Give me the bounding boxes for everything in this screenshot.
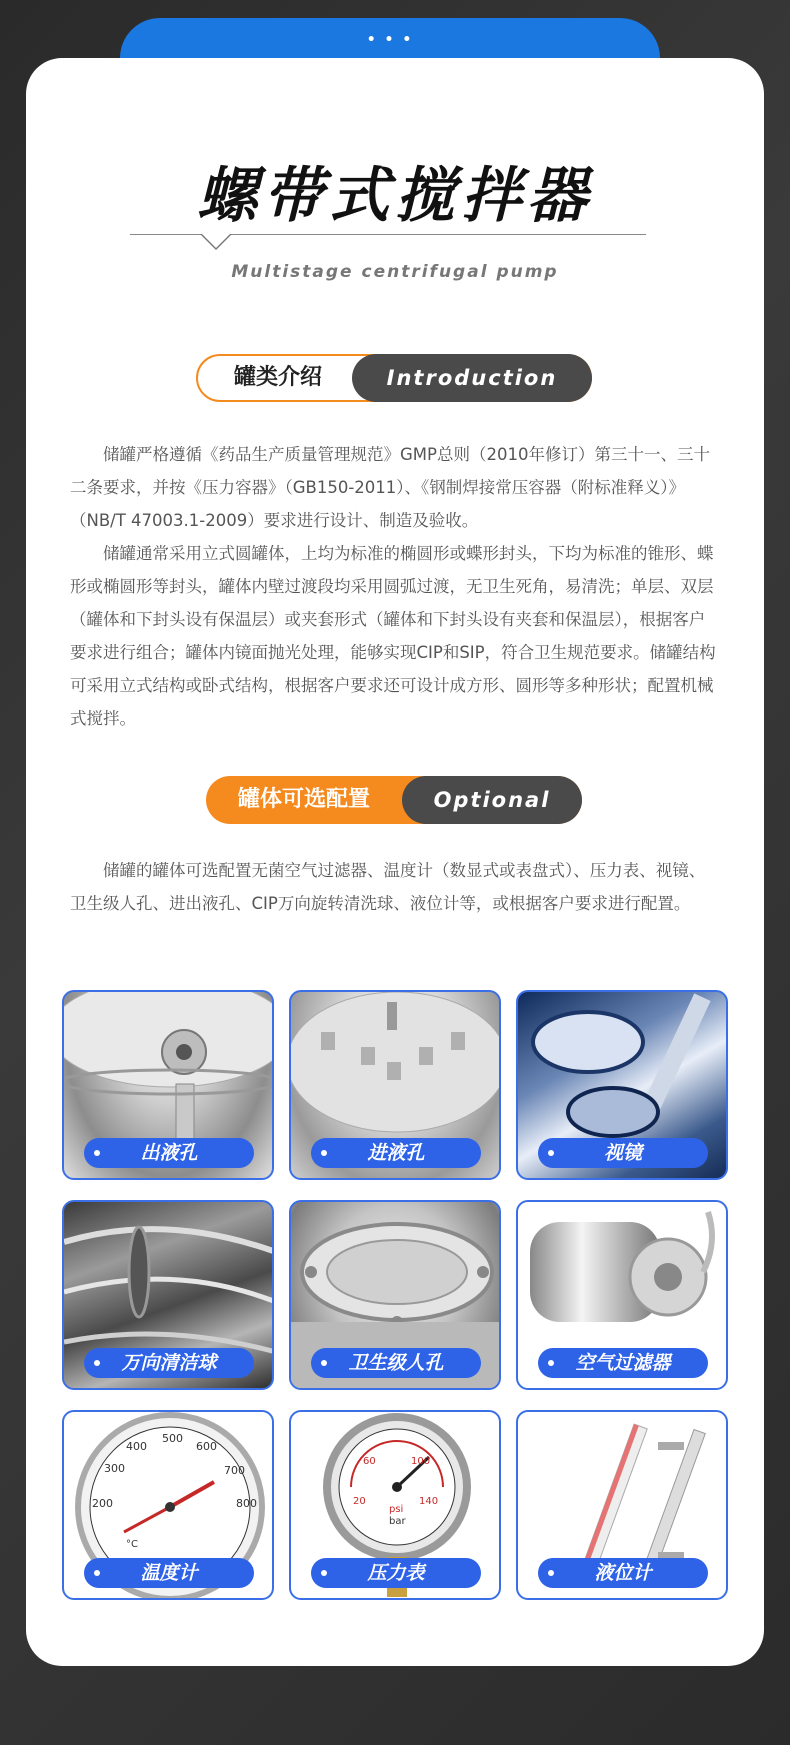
feature-label-cleanball — [84, 1348, 254, 1378]
feature-card-inlet — [289, 990, 501, 1180]
feature-label-text: 压力表 — [367, 1562, 425, 1584]
bullet-icon — [321, 1360, 327, 1366]
section-intro-en: Introduction — [352, 354, 592, 402]
bullet-icon — [548, 1570, 554, 1576]
section-optional-en: Optional — [402, 776, 582, 824]
feature-label-outlet — [84, 1138, 254, 1168]
feature-card-levelgauge — [516, 1410, 728, 1600]
bullet-icon — [321, 1570, 327, 1576]
pressure-tick-60: 60 — [363, 1456, 376, 1467]
feature-label-text: 空气过滤器 — [575, 1352, 671, 1374]
thermometer-tick-200: 200 — [92, 1497, 113, 1510]
section-intro-cn: 罐类介绍 — [233, 365, 322, 390]
intro-paragraph-1: 储罐严格遵循《药品生产质量管理规范》GMP总则（2010年修订）第三十一、三十二条要求，并按《压力容器》（GB150-2011）、《钢制焊接常压容器（附标准释义）》（NB/T 47003.1-2009）要求进行设计、制造及验收。 — [70, 445, 710, 530]
feature-label-airfilter — [538, 1348, 708, 1378]
bullet-icon — [94, 1360, 100, 1366]
thermometer-tick-800: 800 — [236, 1497, 257, 1510]
feature-card-airfilter — [516, 1200, 728, 1390]
feature-card-pressure — [289, 1410, 501, 1600]
feature-label-text: 万向清洁球 — [121, 1352, 217, 1374]
page-subtitle: Multistage centrifugal pump — [231, 262, 559, 282]
pressure-tick-100: 100 — [411, 1456, 431, 1467]
top-dots: • • • — [366, 32, 414, 48]
title-notch — [200, 234, 232, 250]
feature-card-cleanball — [62, 1200, 274, 1390]
feature-label-sightglass — [538, 1138, 708, 1168]
feature-card-outlet — [62, 990, 274, 1180]
feature-label-text: 视镜 — [603, 1142, 642, 1164]
feature-label-inlet — [311, 1138, 481, 1168]
thermometer-tick-400: 400 — [126, 1440, 147, 1453]
pressure-unit-psi: psi — [389, 1504, 404, 1515]
bullet-icon — [94, 1570, 100, 1576]
bullet-icon — [548, 1150, 554, 1156]
thermometer-tick-500: 500 — [162, 1432, 183, 1445]
feature-card-sightglass — [516, 990, 728, 1180]
feature-card-thermometer — [62, 1410, 274, 1600]
feature-card-manhole — [289, 1200, 501, 1390]
feature-label-pressure — [311, 1558, 481, 1588]
pressure-unit-bar: bar — [389, 1516, 406, 1527]
feature-label-text: 液位计 — [594, 1562, 652, 1584]
feature-label-text: 卫生级人孔 — [348, 1352, 444, 1374]
section-optional-cn: 罐体可选配置 — [237, 787, 370, 812]
bullet-icon — [94, 1150, 100, 1156]
page-title: 螺带式搅拌器 — [197, 161, 593, 231]
thermometer-tick-600: 600 — [196, 1440, 217, 1453]
feature-label-text: 出液孔 — [140, 1142, 198, 1164]
bullet-icon — [321, 1150, 327, 1156]
feature-label-text: 温度计 — [140, 1562, 198, 1584]
feature-label-thermometer — [84, 1558, 254, 1588]
section-optional-header — [206, 776, 582, 824]
thermometer-tick-700: 700 — [224, 1464, 245, 1477]
feature-grid — [62, 990, 728, 1584]
thermometer-tick-300: 300 — [104, 1462, 125, 1475]
bullet-icon — [548, 1360, 554, 1366]
feature-label-manhole — [311, 1348, 481, 1378]
intro-paragraph-2: 储罐通常采用立式圆罐体，上均为标准的椭圆形或蝶形封头，下均为标准的锥形、蝶形或椭圆形等封头，罐体内壁过渡段均采用圆弧过渡，无卫生死角，易清洗；单层、双层（罐体和下封头设有保温层）或夹套形式（罐体和下封头设有夹套和保温层），根据客户要求进行组合；罐体内镜面抛光处理，能够实现CIP和SIP，符合卫生规范要求。储罐结构可采用立式结构或卧式结构，根据客户要求还可设计成方形、圆形等多种形状；配置机械式搅拌。 — [70, 544, 716, 728]
pressure-tick-20: 20 — [353, 1496, 366, 1507]
content-card — [26, 58, 764, 1666]
thermometer-unit: °C — [126, 1539, 138, 1550]
feature-label-levelgauge — [538, 1558, 708, 1588]
pressure-tick-140: 140 — [419, 1496, 439, 1507]
feature-label-text: 进液孔 — [367, 1142, 425, 1164]
optional-paragraph: 储罐的罐体可选配置无菌空气过滤器、温度计（数显式或表盘式）、压力表、视镜、卫生级人孔、进出液孔、CIP万向旋转清洗球、液位计等，或根据客户要求进行配置。 — [70, 861, 706, 913]
section-intro-header — [196, 354, 592, 402]
